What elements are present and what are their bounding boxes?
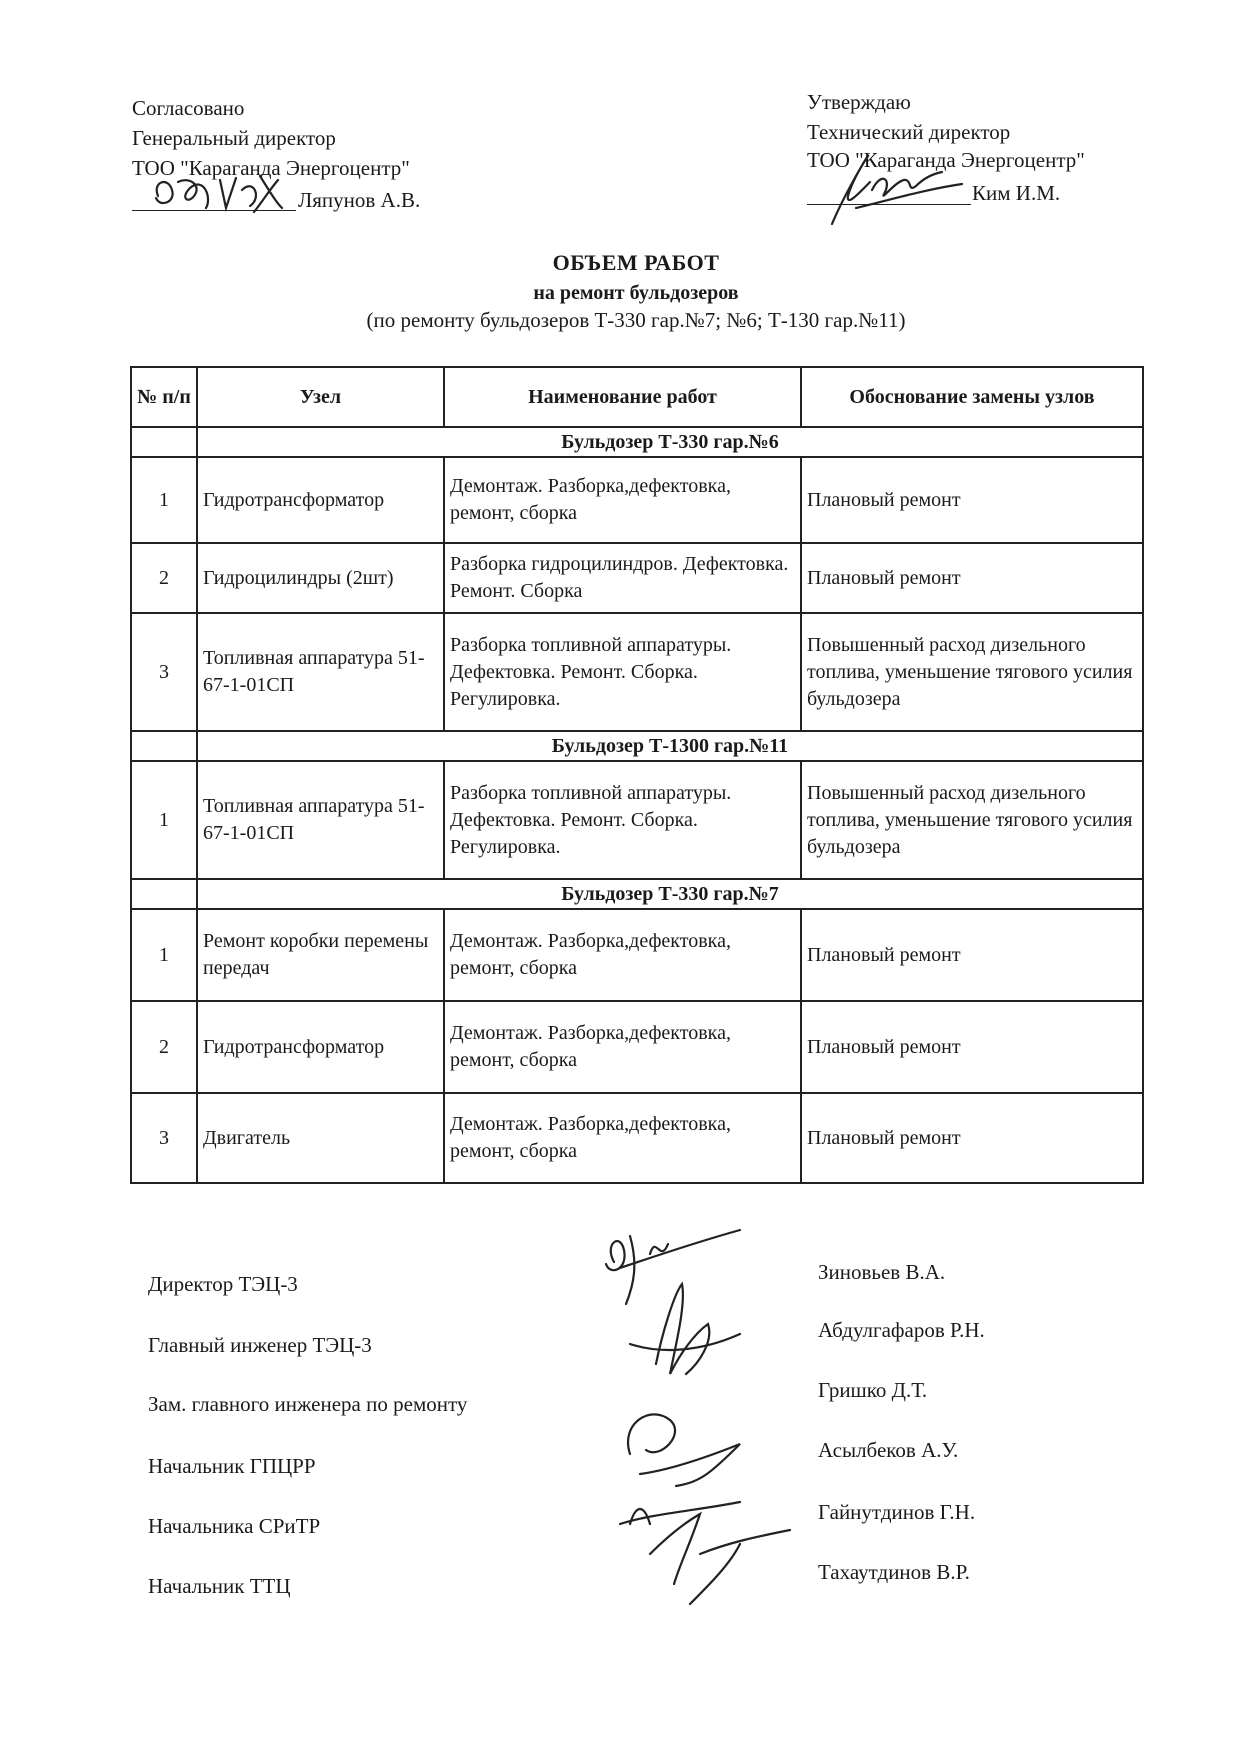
document-subtitle: на ремонт бульдозеров	[533, 282, 739, 304]
group-title: Бульдозер Т-1300 гар.№11	[197, 731, 1143, 761]
table-row	[131, 1001, 1143, 1093]
signatory-position: Начальник ТТЦ	[148, 1574, 291, 1598]
row-work: Демонтаж. Разборка,дефектовка, ремонт, сборка	[444, 909, 801, 1001]
signatures-cluster	[590, 1224, 820, 1619]
signatory-position: Начальника СРиТР	[148, 1514, 321, 1538]
signature-left	[150, 168, 300, 223]
header-node: Узел	[197, 367, 444, 427]
row-reason: Плановый ремонт	[801, 1001, 1143, 1093]
document-title: ОБЪЕМ РАБОТ	[552, 250, 720, 275]
row-node: Ремонт коробки перемены передач	[197, 909, 444, 1001]
row-reason: Плановый ремонт	[801, 1093, 1143, 1183]
row-work: Разборка топливной аппаратуры. Дефектовка. Ремонт. Сборка. Регулировка.	[444, 761, 801, 879]
approval-left-signer: Ляпунов А.В.	[298, 188, 421, 212]
row-node: Гидроцилиндры (2шт)	[197, 543, 444, 613]
row-node: Топливная аппаратура 51-67-1-01СП	[197, 761, 444, 879]
table-row	[131, 613, 1143, 731]
row-num: 2	[131, 1001, 197, 1093]
group-header-row	[131, 879, 1143, 909]
row-work: Разборка гидроцилиндров. Дефектовка. Ремонт. Сборка	[444, 543, 801, 613]
signatory-name: Гришко Д.Т.	[818, 1378, 928, 1402]
approval-left-line1: Согласовано	[132, 96, 245, 120]
group-title: Бульдозер Т-330 гар.№6	[197, 427, 1143, 457]
approval-right-line1: Утверждаю	[807, 90, 911, 114]
header-work: Наименование работ	[444, 367, 801, 427]
row-node: Двигатель	[197, 1093, 444, 1183]
table-row	[131, 1093, 1143, 1183]
group-header-row	[131, 731, 1143, 761]
row-reason: Плановый ремонт	[801, 457, 1143, 543]
table-header-row	[131, 367, 1143, 427]
header-num: № п/п	[131, 367, 197, 427]
approval-right-signer: Ким И.М.	[972, 181, 1061, 205]
approval-right-line3: ТОО "Караганда Энергоцентр"	[807, 148, 1085, 172]
row-num: 2	[131, 543, 197, 613]
table-row	[131, 457, 1143, 543]
row-work: Демонтаж. Разборка,дефектовка, ремонт, сборка	[444, 1093, 801, 1183]
row-reason: Повышенный расход дизельного топлива, уменьшение тягового усилия бульдозера	[801, 613, 1143, 731]
signatory-name: Зиновьев В.А.	[818, 1260, 946, 1284]
table-row	[131, 761, 1143, 879]
row-work: Демонтаж. Разборка,дефектовка, ремонт, сборка	[444, 457, 801, 543]
row-node: Гидротрансформатор	[197, 457, 444, 543]
signatory-name: Гайнутдинов Г.Н.	[818, 1500, 976, 1524]
signatory-name: Тахаутдинов В.Р.	[818, 1560, 970, 1584]
works-table	[130, 366, 1144, 1184]
signatory-position: Директор ТЭЦ-3	[148, 1272, 298, 1296]
row-work: Разборка топливной аппаратуры. Дефектовка. Ремонт. Сборка. Регулировка.	[444, 613, 801, 731]
row-num: 1	[131, 457, 197, 543]
group-header-row	[131, 427, 1143, 457]
signatory-position: Зам. главного инженера по ремонту	[148, 1392, 468, 1416]
row-node: Гидротрансформатор	[197, 1001, 444, 1093]
approval-left-line2: Генеральный директор	[132, 126, 336, 150]
row-work: Демонтаж. Разборка,дефектовка, ремонт, сборка	[444, 1001, 801, 1093]
row-reason: Повышенный расход дизельного топлива, уменьшение тягового усилия бульдозера	[801, 761, 1143, 879]
signatory-position: Главный инженер ТЭЦ-3	[148, 1333, 372, 1357]
signatory-name: Абдулгафаров Р.Н.	[818, 1318, 985, 1342]
table-row	[131, 543, 1143, 613]
row-num: 1	[131, 909, 197, 1001]
row-reason: Плановый ремонт	[801, 909, 1143, 1001]
signatory-name: Асылбеков А.У.	[818, 1438, 959, 1462]
row-num: 3	[131, 1093, 197, 1183]
approval-right-line2: Технический директор	[807, 120, 1011, 144]
signature-right	[812, 150, 972, 235]
row-node: Топливная аппаратура 51-67-1-01СП	[197, 613, 444, 731]
group-title: Бульдозер Т-330 гар.№7	[197, 879, 1143, 909]
document-scope: (по ремонту бульдозеров Т-330 гар.№7; №6; Т-130 гар.№11)	[366, 308, 906, 332]
row-num: 3	[131, 613, 197, 731]
row-reason: Плановый ремонт	[801, 543, 1143, 613]
approval-left-line3: ТОО "Караганда Энергоцентр"	[132, 156, 410, 180]
table-row	[131, 909, 1143, 1001]
signatory-position: Начальник ГПЦРР	[148, 1454, 316, 1478]
header-reason: Обоснование замены узлов	[801, 367, 1143, 427]
row-num: 1	[131, 761, 197, 879]
